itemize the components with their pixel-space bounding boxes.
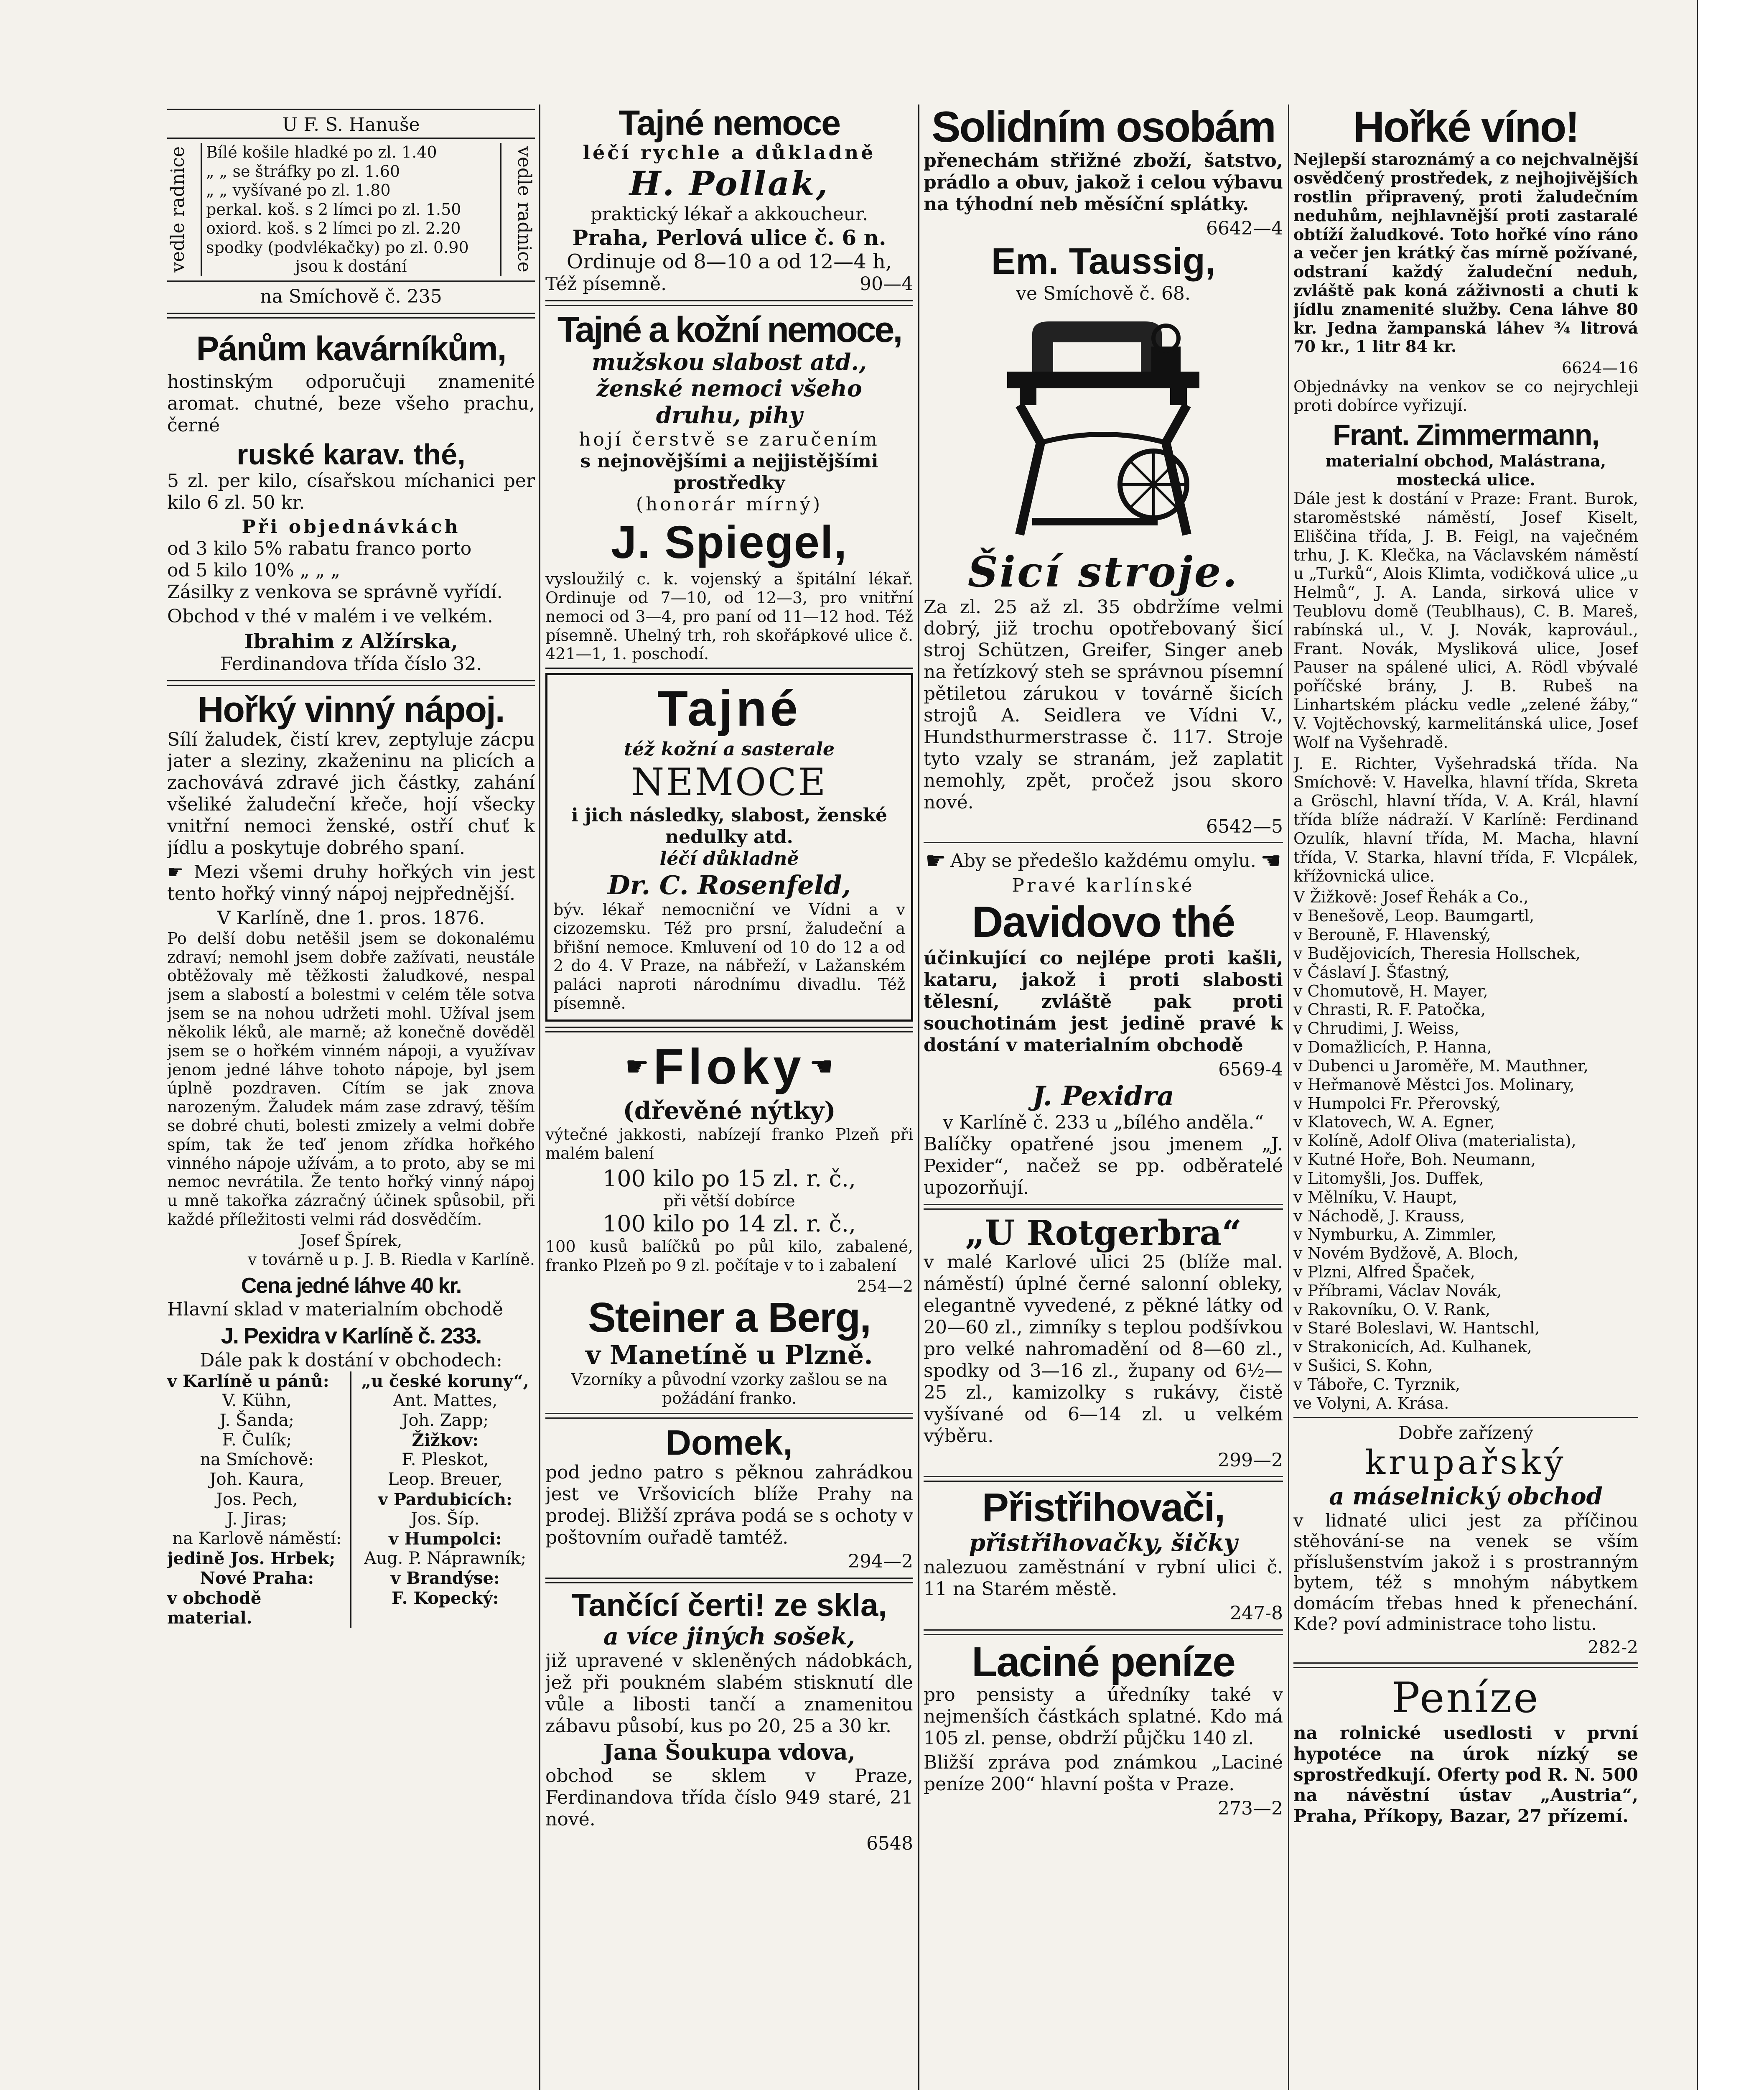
coffee-title: Pánům kavárníkům, (196, 329, 506, 368)
dealer-line: Jos. Pech, (216, 1489, 298, 1509)
coffee-intro: hostinským odporučuji znamenité aromat. chutné, beze všeho prachu, černé (167, 371, 535, 436)
david-pre: Pravé karlínské (1012, 874, 1195, 896)
dealer-line: F. Pleskot, (402, 1450, 489, 1470)
pollak-sub: léčí rychle a důkladně (583, 141, 876, 164)
taussig-text: přenechám střižné zboží, šatstvo, prádlo a obuv, jakož i celou výbavu na týhodní neb měsíční splátky. (924, 150, 1283, 215)
domek-text: pod jedno patro s pěknou zahrádkou jest ve Vršovicích blíže Prahy na prodej. Bližší zpráva podá se s ochoty v poštovním ouřadě tamtéž. (545, 1461, 913, 1548)
shirts-row: „ „ se štráfky po zl. 1.60 (206, 162, 400, 181)
dealer-line: Ant. Mattes, (393, 1391, 498, 1410)
wine-ad (167, 691, 535, 1628)
coffee-order-head: Při objednávkách (242, 516, 461, 538)
david-name: J. Pexidra (1032, 1080, 1174, 1112)
town-line: v Dubenci u Jaroměře, M. Mauthner, (1293, 1056, 1588, 1075)
dealer-line: v Brandýse: (390, 1568, 500, 1588)
coffee-discount-1: od 3 kilo 5% rabatu franco porto (167, 538, 472, 560)
spiegel-sub-1: mužskou slabost atd., (591, 348, 867, 375)
wine-signature: Josef Špírek, (300, 1231, 402, 1250)
town-line: V Žižkově: Josef Řehák a Co., (1293, 888, 1529, 907)
rosenfeld-title: Tajné (657, 681, 802, 737)
dealer-line: jedině Jos. Hrbek; (167, 1549, 336, 1569)
dealer-line: F. Kopecký: (392, 1588, 499, 1608)
pollak-address: Praha, Perlová ulice č. 6 n. (572, 225, 886, 250)
bitter-code: 6624—16 (1561, 359, 1638, 377)
column-1 (167, 104, 535, 2090)
column-divider (539, 104, 540, 2090)
town-line: v Novém Bydžově, A. Bloch, (1293, 1244, 1519, 1263)
shirts-row: spodky (podvlékačky) po zl. 0.90 (206, 238, 469, 257)
shop-title: krupařský (1365, 1443, 1567, 1482)
coffee-discount-2: od 5 kilo 10% „ „ „ (167, 560, 341, 581)
pollak-code: 90—4 (860, 273, 913, 295)
rotgerbr-ad (924, 1215, 1283, 1471)
pointing-hand-left-icon: ☚ (1260, 847, 1282, 874)
penize-ad (1293, 1673, 1638, 1826)
david-warning-row (924, 847, 1283, 875)
shirts-ad (167, 109, 535, 308)
rosenfeld-text-2: léčí důkladně (659, 848, 799, 869)
coffee-product: ruské karav. thé, (237, 438, 466, 471)
dealer-line: Nové Praha: (200, 1568, 314, 1588)
town-line: v Příbrami, Václav Novák, (1293, 1281, 1502, 1300)
dealer-line: na Smíchově: (200, 1450, 314, 1470)
rosenfeld-desc: býv. lékař nemocniční ve Vídni a v cizozemsku. Též pro prsní, žaludeční a břišní nemoce. Kmluvení od 10 do 12 a od 2 do 4. V Praze, na nábřeží, v Lažanském paláci naproti národnímu divadlu. Též písemně. (553, 900, 905, 1012)
rosenfeld-sub: též kožní a sasterale (624, 738, 835, 760)
wine-dealers-right (351, 1371, 535, 1628)
dealer-line: „u české koruny“, (361, 1371, 529, 1391)
taussig-title: Solidním osobám (932, 104, 1275, 151)
town-line: v Čáslaví J. Šťastný, (1293, 963, 1450, 981)
dealer-line: na Karlově náměstí: (172, 1529, 342, 1548)
dealer-line: v obchodě material. (167, 1588, 262, 1628)
rotgerbr-code: 299—2 (1218, 1449, 1283, 1471)
cutters-sub: přistřihovačky, šičky (969, 1529, 1238, 1557)
bitter-towns (1293, 888, 1638, 1412)
spiegel-name: J. Spiegel, (611, 517, 848, 568)
town-line: v Berouně, F. Hlavenský, (1293, 925, 1491, 944)
money-code: 273—2 (1218, 1797, 1283, 1819)
rotgerbr-title: „U Rotgerbra“ (965, 1213, 1242, 1253)
pollak-role: praktický lékař a akkoucheur. (590, 203, 868, 225)
shirts-side-left: vedle radnice (167, 146, 188, 273)
bitter-seller: Frant. Zimmermann, (1333, 418, 1599, 451)
town-line: v Mělníku, V. Haupt, (1293, 1188, 1458, 1206)
money-title: Laciné peníze (972, 1639, 1235, 1685)
pointing-hand-icon: ☛ (167, 861, 184, 883)
dealer-line: Leop. Breuer, (388, 1470, 503, 1489)
certi-text: již upravené v skleněných nádobkách, jež při poukném slabém stisknutí dle vůle a libosti tančí a znamenitou zábavu působí, kus po 20, 25 a 30 kr. (545, 1650, 913, 1737)
sewing-title: Šicí stroje. (967, 547, 1239, 596)
town-line: v Chrudimi, J. Weiss, (1293, 1019, 1459, 1038)
shirts-price-table (201, 143, 501, 276)
town-line: v Nymburku, A. Zimmler, (1293, 1225, 1497, 1244)
town-line: v Domažlicích, P. Hanna, (1293, 1038, 1492, 1057)
wine-dealers (167, 1371, 535, 1628)
spiegel-fee: (honorár mírný) (636, 494, 823, 515)
david-ad (924, 847, 1283, 1199)
pollak-name: H. Pollak, (629, 164, 830, 204)
shirts-address: na Smíchově č. 235 (260, 286, 442, 308)
spiegel-cure-2: s nejnovějšími a nejjistějšími prostředky (580, 450, 878, 494)
rosenfeld-name: Dr. C. Rosenfeld, (607, 869, 851, 900)
cutters-ad (924, 1487, 1283, 1624)
floky-mid: při větší dobírce (663, 1192, 795, 1211)
wine-merchant: J. Pexidra v Karlíně č. 233. (221, 1323, 481, 1348)
wine-text-2: Mezi všemi druhy hořkých vin jest tento hořký vinný nápoj nejpřednější. (167, 861, 535, 905)
floky-price-2: 100 kilo po 14 zl. r. č., (602, 1211, 856, 1237)
rosenfeld-big: NEMOCE (631, 760, 827, 804)
certi-code: 6548 (866, 1833, 913, 1855)
cutters-text: nalezuou zaměstnání v rybní ulici č. 11 na Starém městě. (924, 1557, 1283, 1600)
coffee-shipping: Zásilky z venkova se správně vyřídí. (167, 581, 503, 603)
bitter-wine-ad (1293, 104, 1638, 1413)
wine-letter: Po delší dobu netěšil jsem se dokonalému zdraví; nemohl jsem dobře zažívati, neustále obtěžovaly mě těžkosti žaludkové, nespal jsem a slabostí a bolestmi v celém těle sotva jsem se na nohou udržeti mohl. Užíval jsem několik léků, ale marně; až konečně dověděl jsem se o hořkém vinném nápoji, a využívav jenom jedné láhve tohoto nápoje, byl jsem úplně pozdraven. Cítím se jak znova narozeným. Žaludek mám zase zdravý, těším se dobré chuti, bolesti zmizely a velmi dobře spím, tak že teď jenom zřídka hořkého vinného nápoje užívám, a to proto, aby se mi nemoc nevrátila. Že tento hořký vinný nápoj u mně takořka zázračný účinek spůsobil, při každé příležitosti velmi rád dosvědčím. (167, 929, 535, 1229)
dealer-line: V. Kühn, (222, 1391, 292, 1410)
town-line: v Klatovech, W. A. Egner, (1293, 1113, 1495, 1132)
money-ad (924, 1640, 1283, 1819)
certi-seller: Jana Šoukupa vdova, (603, 1740, 855, 1766)
rosenfeld-ad (545, 673, 913, 1022)
david-text: účinkující co nejlépe proti kašli, kataru, jakož i proti slabosti tělesní, zvláště pak proti souchotinám jest jedině pravé k dostání v materialním obchodě (924, 948, 1283, 1056)
floky-price-1: 100 kilo po 15 zl. r. č., (602, 1165, 856, 1192)
shirts-row: oxiord. koš. s 2 límci po zl. 2.20 (206, 219, 461, 238)
penize-title: Peníze (1392, 1673, 1540, 1723)
town-line: v Heřmanově Městci Jos. Molinary, (1293, 1075, 1575, 1094)
rotgerbr-text: v malé Karlové ulici 25 (blíže mal. náměstí) úplné černé salonní obleky, elegantně vyvedené, z pěkné látky od 20—60 zl., zimníky s teplou podšívkou pro velké nahromadění od 8—60 zl., spodky od 3—16 zl., župany od 6½—25 zl., kamizolky s rukávy, čistě vyšívané od 6—14 zl. u velkém výběru. (924, 1251, 1283, 1447)
shirts-row: perkal. koš. s 2 límci po zl. 1.50 (206, 200, 461, 219)
shop-code: 282-2 (1587, 1636, 1638, 1657)
david-address: v Karlíně č. 233 u „bílého anděla.“ (943, 1112, 1264, 1134)
bitter-text: Nejlepší staroznámý a co nejchvalnější osvědčený prostředek, z nejhojivějších rostlin připravený, proti žaludečním neduhům, nejhlavnější proti zastaralé obtíží žaludkové. Toto hořké víno ráno a večer jen krátký čas mírně požívané, odstraní každý žaludeční neduh, zvláště pak koná záživnosti a chuti k jídlu znamenité služby. Cena láhve 80 kr. Jedna žampanská láhev ¾ litrová 70 kr., 1 litr 84 kr. (1293, 150, 1638, 356)
taussig-ad (924, 104, 1283, 305)
pointing-hand-icon: ☛ (925, 847, 947, 874)
rosenfeld-text-1: i jich následky, slabost, ženské nedulky atd. (571, 804, 888, 848)
dealer-line: v Humpolci: (388, 1529, 502, 1549)
pollak-title: Tajné nemoce (619, 104, 840, 143)
coffee-seller: Ibrahim z Alžírska, (244, 630, 458, 653)
sewing-machine-illustration (995, 309, 1212, 543)
spiegel-cure: hojí čerstvě se zaručením (579, 428, 880, 450)
town-line: v Plzni, Alfred Špaček, (1293, 1262, 1475, 1281)
wine-text: Sílí žaludek, čistí krev, zeptyluje zácpu jater a sleziny, zkaženinu na plicích a zachovává zdravé jich částky, zahání všeliké žaludeční křeče, hojí všecky vnitřní nemoci ženské, ostří chuť k jídlu a poskytuje dobrého spaní. (167, 729, 535, 859)
shirts-title: U F. S. Hanuše (282, 114, 420, 135)
town-line: v Benešově, Leop. Baumgartl, (1293, 907, 1535, 925)
pollak-hours: Ordinuje od 8—10 a od 12—4 h, (566, 250, 892, 273)
floky-text-2: 100 kusů balíčků po půl kilo, zabalené, franko Plzeň po 9 zl. počítaje v to i zabalení (545, 1237, 913, 1274)
town-line: v Staré Boleslavi, W. Hantschl, (1293, 1319, 1540, 1338)
wine-also: Dále pak k dostání v obchodech: (200, 1349, 502, 1371)
shirts-row: jsou k dostání (295, 257, 407, 276)
coffee-price: 5 zl. per kilo, císařskou míchanici per kilo 6 zl. 50 kr. (167, 470, 535, 514)
cutters-title: Přistřihovači, (982, 1485, 1225, 1530)
wine-dealers-left (167, 1371, 351, 1628)
column-3 (924, 104, 1283, 2090)
bitter-seller-desc: materialní obchod, Malástrana, mostecká ulice. (1325, 451, 1606, 489)
taussig-name: Em. Taussig, (991, 240, 1216, 282)
dealer-line: Joh. Zapp; (402, 1410, 489, 1430)
shirts-row: „ „ vyšívané po zl. 1.80 (206, 181, 391, 200)
penize-text: na rolnické usedlosti v první hypotéce na úrok nízký se sprostředkují. Oferty pod R. N. 500 na návěstní ústav „Austria“, Praha, Příkopy, Bazar, 27 přízemí. (1293, 1723, 1638, 1826)
column-4 (1293, 104, 1638, 2090)
town-line: v Litomyšli, Jos. Duffek, (1293, 1169, 1484, 1188)
pollak-footer (545, 273, 913, 295)
shirts-side-right: vedle radnice (514, 146, 535, 273)
taussig-code: 6642—4 (1206, 217, 1283, 239)
town-line: v Chrasti, R. F. Patočka, (1293, 1000, 1486, 1019)
money-text: pro pensisty a úředníky také v nejmenších částkách splatné. Kdo má 105 zl. pense, obdrží půjčku 140 zl. (924, 1684, 1283, 1749)
floky-title: Floky (653, 1038, 805, 1095)
coffee-shop: Obchod v thé v malém i ve velkém. (167, 605, 493, 627)
dealer-line: F. Čulík; (222, 1430, 292, 1450)
floky-samples: Vzorníky a původní vzorky zašlou se na požádání franko. (571, 1370, 888, 1408)
town-line: v Náchodě, J. Krauss, (1293, 1206, 1465, 1225)
wine-price: Cena jedné láhve 40 kr. (241, 1273, 461, 1298)
certi-ad (545, 1588, 913, 1855)
certi-sub: a více jiných sošek, (603, 1623, 855, 1651)
dealer-line: Jos. Šíp. (410, 1509, 480, 1529)
shop-pre: Dobře zařízený (1398, 1422, 1533, 1443)
david-title: Davidovo thé (972, 897, 1235, 946)
town-line: v Budějovicích, Theresia Hollschek, (1293, 944, 1581, 963)
town-line: v Kutné Hoře, Boh. Neumann, (1293, 1150, 1536, 1169)
pointing-hand-icon: ☛ (625, 1051, 649, 1082)
shop-ad (1293, 1422, 1638, 1658)
sewing-ad (924, 309, 1283, 838)
domek-title: Domek, (666, 1423, 793, 1463)
spiegel-title: Tajné a kožní nemoce, (557, 310, 901, 350)
domek-code: 294—2 (848, 1551, 913, 1573)
town-line: v Kolíně, Adolf Oliva (materialista), (1293, 1132, 1576, 1150)
floky-code: 254—2 (857, 1277, 913, 1296)
town-line: v Rakovníku, O. V. Rank, (1293, 1300, 1491, 1319)
spiegel-sub-2: ženské nemoci všeho (596, 375, 862, 402)
david-warning: Aby se předešlo každému omylu. (950, 850, 1256, 872)
floky-firm: Steiner a Berg, (588, 1294, 871, 1341)
spiegel-ad (545, 311, 913, 663)
dealer-line: J. Jiras; (227, 1509, 287, 1529)
wine-letter-date: V Karlíně, dne 1. pros. 1876. (217, 907, 485, 929)
column-divider (1288, 104, 1289, 2090)
floky-ad (545, 1037, 913, 1408)
wine-signature-2: v továrně u p. J. B. Riedla v Karlíně. (247, 1250, 535, 1269)
shop-text: v lidnaté ulici jest za příčinou stěhování-se na venek se vším příslušenstvím jakož i s prostranným bytem, též s mnohým nábytkem domácím třebas hned k přenechání. Kde? poví administrace toho listu. (1293, 1510, 1638, 1634)
shop-sub: a máselnický obchod (1329, 1482, 1603, 1510)
column-2 (545, 104, 913, 2090)
money-text-2: Bližší zpráva pod známkou „Laciné peníze 200“ hlavní pošta v Praze. (924, 1751, 1283, 1795)
town-line: v Humpolci Fr. Přerovský, (1293, 1094, 1501, 1113)
page-content (167, 104, 1638, 2090)
dealer-line: v Karlíně u pánů: (167, 1371, 329, 1391)
floky-sub: (dřevěné nýtky) (623, 1096, 836, 1125)
town-line: v Sušici, S. Kohn, (1293, 1356, 1433, 1375)
dealer-line: v Pardubicích: (378, 1489, 512, 1509)
dealer-line: Aug. P. Náprawník; (364, 1549, 527, 1568)
wine-main-store: Hlavní sklad v materialním obchodě (167, 1298, 504, 1320)
sewing-code: 6542—5 (1206, 816, 1283, 837)
cutters-code: 247-8 (1230, 1603, 1283, 1624)
dealer-line: Joh. Kaura, (209, 1470, 304, 1489)
david-text-2: Balíčky opatřené jsou jmenem „J. Pexider“, načež se pp. odběratelé upozorňují. (924, 1134, 1283, 1198)
spiegel-desc: vysloužilý c. k. vojenský a špitální lékař. Ordinuje od 7—10, od 12—3, pro vnitřní nemoci od 3—4, pro paní od 11—12 hod. Též písemně. Uhelný trh, roh skořápkové ulice č. 421—1, 1. poschodí. (545, 570, 913, 663)
column-divider (918, 104, 919, 2090)
dealer-line: Žižkov: (412, 1430, 479, 1450)
floky-firm-place: v Manetíně u Plzně. (585, 1340, 873, 1371)
david-code: 6569-4 (1218, 1058, 1283, 1080)
pointing-hand-left-icon: ☚ (809, 1051, 834, 1082)
town-line: v Táboře, C. Tyrznik, (1293, 1375, 1461, 1394)
bitter-title: Hořké víno! (1353, 104, 1579, 151)
coffee-ad (167, 331, 535, 675)
dealer-line: J. Šanda; (219, 1410, 294, 1430)
bitter-dealers-2: J. E. Richter, Vyšehradská třída. Na Smíchově: V. Havelka, hlavní třída, Skreta a Gröschl, hlavní třída, V. A. Král, hlavní třída blíže nádraží. V Karlíně: Ferdinand Ozulík, hlavní třída, M. Macha, hlavní třída, V. Starka, hlavní třída, F. Vlcpálek, křížovnická ulice. (1293, 754, 1638, 885)
floky-text: výtečné jakkosti, nabízejí franko Plzeň při malém balení (545, 1125, 913, 1162)
town-line: v Chomutově, H. Mayer, (1293, 981, 1488, 1000)
bitter-order: Objednávky na venkov se co nejrychleji proti dobírce vyřizují. (1293, 377, 1638, 415)
certi-address: obchod se sklem v Praze, Ferdinandova třída číslo 949 staré, 21 nové. (545, 1765, 913, 1830)
sewing-text: Za zl. 25 až zl. 35 obdržíme velmi dobrý, již trochu opotřebovaný šicí stroj Schützen, Greifer, Singer aneb na řetízkový steh se správnou písemní pětiletou zárukou v továrně šicích strojů A. Seidlera ve Vídni V., Hundsthurmerstrasse č. 117. Stroje tyto vzaly se stranám, jež zaplatit nemohly, zpět, pročež jsou skoro nové. (924, 596, 1283, 813)
pollak-ad (545, 104, 913, 295)
bitter-dealers: Dále jest k dostání v Praze: Frant. Burok, staroměstské náměstí, Josef Kiselt, Eliščina třída, J. B. Feigl, na vaječném trhu, J. K. Klečka, na Václavském náměstí u „Turků“, Alois Klimta, vodičková ulice „u Helmů“, J. A. Landa, sirková ulice v Teublovu domě (Teublhaus), C. B. Mareš, rabínská ul., V. J. Novák, kaprovául., Frant. Novák, Mysliková ulice, Josef Pauser na spálené ulici, A. Rödl vbývalé poříčské brány, J. B. Rubeš na Linhartském plácku vedle „zelené žáby,“ V. Vojtěchovský, karmelitánská ulice, Josef Wolf na Vyšehradě. (1293, 489, 1638, 752)
town-line: ve Volyni, A. Krása. (1293, 1394, 1449, 1412)
town-line: v Strakonicích, Ad. Kulhanek, (1293, 1338, 1532, 1356)
coffee-seller-address: Ferdinandova třída číslo 32. (220, 653, 482, 675)
floky-heading (545, 1037, 913, 1097)
certi-title: Tančící čerti! ze skla, (571, 1588, 887, 1624)
wine-title: Hořký vinný nápoj. (198, 690, 504, 730)
pollak-also: Též písemně. (545, 273, 667, 295)
shirts-row: Bílé košile hladké po zl. 1.40 (206, 143, 437, 161)
domek-ad (545, 1424, 913, 1573)
taussig-address: ve Smíchově č. 68. (1016, 283, 1191, 304)
spiegel-sub-3: druhu, pihy (656, 402, 803, 429)
